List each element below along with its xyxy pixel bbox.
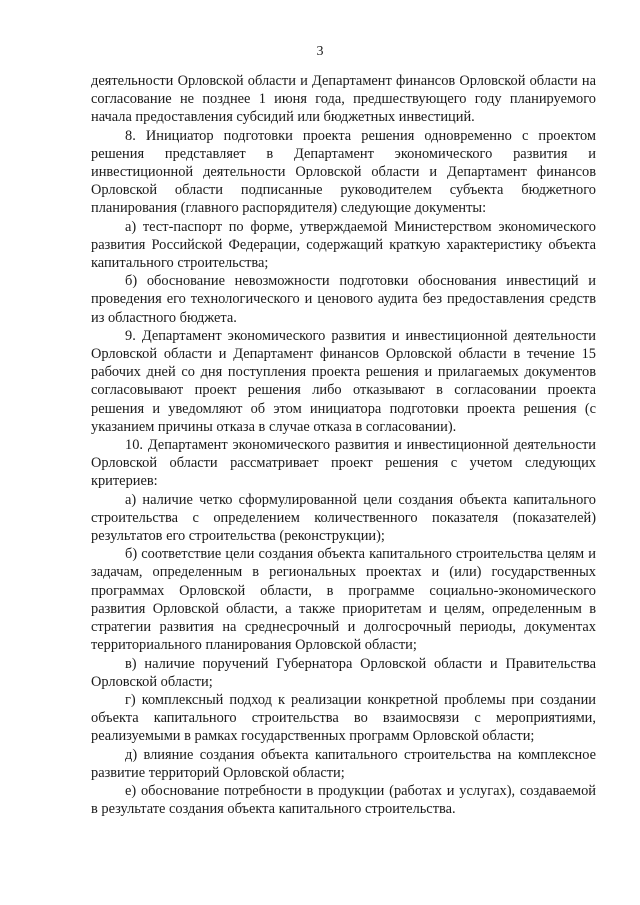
paragraph-item-8: 8. Инициатор подготовки проекта решения одновременно с проектом решения представляет в Департамент экономического развития и инвестиционной деятельности Орловской области и Департамент финансов Орловской области подписанные руководителем субъекта бюджетного планирования (главного распорядителя) следующие документы: — [91, 127, 596, 217]
paragraph-item-9: 9. Департамент экономического развития и инвестиционной деятельности Орловской области и Департамент финансов Орловской области в течение 15 рабочих дней со дня поступления проекта решения и прилагаемых документов согласовывают проект решения либо отказывают в согласовании проекта решения и уведомляют об этом инициатора подготовки проекта решения (с указанием причины отказа в случае отказа в согласовании). — [91, 327, 596, 435]
paragraph-continuation: деятельности Орловской области и Департамент финансов Орловской области на согласование не позднее 1 июня года, предшествующего году планируемого начала предоставления субсидий или бюджетных инвестиций. — [91, 73, 596, 126]
paragraph-item-10a: а) наличие четко сформулированной цели создания объекта капитального строительства с определением количественного показателя (показателей) результатов его строительства (реконструкции); — [91, 491, 596, 545]
paragraph-item-10d: д) влияние создания объекта капитального строительства на комплексное развитие территорий Орловской области; — [91, 746, 596, 781]
paragraph-item-8b: б) обоснование невозможности подготовки обоснования инвестиций и проведения его технологического и ценового аудита без предоставления средств из областного бюджета. — [91, 273, 596, 326]
page-number: 3 — [316, 44, 324, 59]
paragraph-item-10e: е) обоснование потребности в продукции (работах и услугах), создаваемой в результате создания объекта капитального строительства. — [91, 782, 596, 818]
document-body — [91, 72, 596, 818]
paragraph-item-10v: в) наличие поручений Губернатора Орловской области и Правительства Орловской области; — [91, 655, 596, 690]
paragraph-item-10b: б) соответствие цели создания объекта капитального строительства целям и задачам, определенным в региональных проектах и (или) государственных программах Орловской области, в программе социально-экономического развития Орловской области, а также приоритетам и целям, определенным в стратегии развития на среднесрочный и долгосрочный периоды, документах территориального планирования Орловской области; — [91, 546, 596, 654]
paragraph-item-8a: а) тест-паспорт по форме, утверждаемой Министерством экономического развития Российской Федерации, содержащий краткую характеристику объекта капитального строительства; — [91, 218, 596, 272]
paragraph-item-10: 10. Департамент экономического развития и инвестиционной деятельности Орловской области рассматривает проект решения с учетом следующих критериев: — [91, 437, 596, 490]
paragraph-item-10g: г) комплексный подход к реализации конкретной проблемы при создании объекта капитального строительства во взаимосвязи с мероприятиями, реализуемыми в рамках государственных программ Орловской области; — [91, 691, 596, 745]
